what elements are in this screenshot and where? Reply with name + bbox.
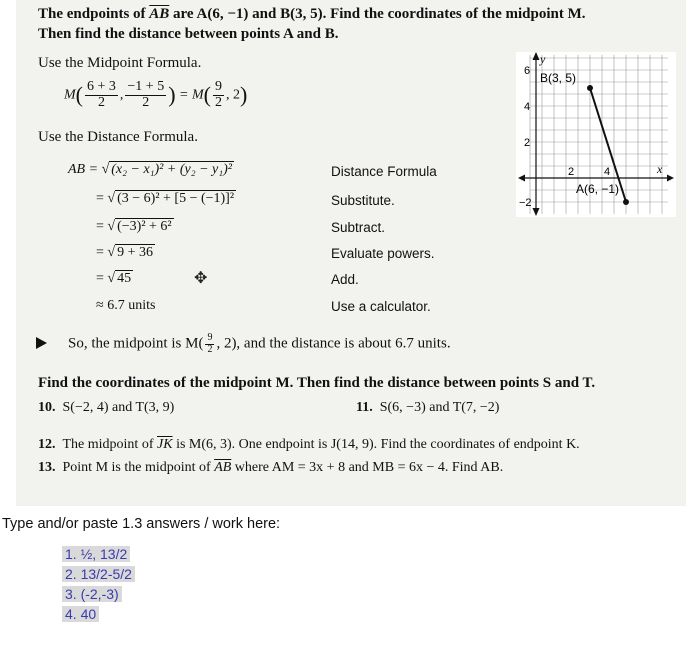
title-text-pre: The endpoints of bbox=[38, 6, 150, 22]
answer-line-1[interactable]: 1. ½, 13/2 bbox=[62, 546, 130, 562]
problem-title-line2: Then find the distance between points A and B. bbox=[38, 26, 339, 42]
exercise-text-pre: Point M is the midpoint of bbox=[62, 460, 215, 475]
res-den: 2 bbox=[214, 94, 222, 110]
x-tick-4: 4 bbox=[604, 166, 611, 178]
exercise-11 bbox=[356, 400, 499, 416]
step-radicand: (x₂ − x₁)² + (y₂ − y₁)² bbox=[111, 162, 232, 177]
exercise-segment: $\overline{JK}$ bbox=[157, 437, 173, 452]
y-tick-6: 6 bbox=[524, 65, 531, 77]
exercise-number: 13. bbox=[38, 460, 56, 475]
step-radicand: (−3)² + 6² bbox=[117, 219, 172, 234]
exercise-number: 10. bbox=[38, 400, 56, 415]
distance-step-4: = √ 9 + 36 bbox=[96, 245, 153, 260]
exercise-10 bbox=[38, 400, 174, 416]
midpoint-formula: M( $\frac{6 + 3}{2}$ , $\frac{-1 + 5}{2}$ ) = M( $\frac{9}{2}$ , 2) bbox=[64, 79, 248, 110]
step-lhs: = bbox=[96, 219, 108, 234]
distance-step-3: = √ (−3)² + 6² bbox=[96, 219, 172, 234]
distance-step-2: = √ (3 − 6)² + [5 − (−1)]² bbox=[96, 191, 235, 206]
exercise-text-post: where AM = 3x + 8 and MB = 6x − 4. Find AB. bbox=[231, 460, 504, 475]
coordinate-graph bbox=[516, 52, 676, 217]
distance-step-5: = √ 45 bbox=[96, 271, 132, 286]
step-lhs: ≈ bbox=[96, 298, 108, 313]
exercise-13 bbox=[38, 460, 503, 476]
explanation-2: Substitute. bbox=[331, 193, 395, 208]
midpoint-m: M bbox=[64, 87, 76, 103]
exercise-text-pre: The midpoint of bbox=[62, 437, 157, 452]
answer-line-2[interactable]: 2. 13/2-5/2 bbox=[62, 566, 135, 582]
conclusion-post: , 2), and the distance is about 6.7 units. bbox=[216, 335, 451, 352]
answer-line-3[interactable]: 3. (-2,-3) bbox=[62, 586, 122, 602]
answer-line-4[interactable]: 4. 40 bbox=[62, 606, 99, 622]
res-y: 2 bbox=[232, 87, 240, 103]
step-lhs: = bbox=[96, 271, 108, 286]
explanation-4: Evaluate powers. bbox=[331, 246, 435, 261]
exercise-text-post: is M(6, 3). One endpoint is J(14, 9). Find the coordinates of endpoint K. bbox=[172, 437, 580, 452]
conclusion-num: 9 bbox=[207, 332, 213, 343]
conclusion: So, the midpoint is M( $\frac{9}{2}$ , 2), and the distance is about 6.7 units. bbox=[68, 332, 451, 355]
step-lhs: = bbox=[96, 245, 108, 260]
frac1-num: 6 + 3 bbox=[87, 79, 116, 94]
explanation-1: Distance Formula bbox=[331, 164, 437, 179]
exercise-number: 11. bbox=[356, 400, 373, 415]
explanation-3: Subtract. bbox=[331, 220, 386, 235]
frac2-den: 2 bbox=[142, 94, 150, 110]
step-result: 6.7 units bbox=[107, 298, 156, 313]
exercise-segment: $\overline{AB}$ bbox=[214, 460, 232, 475]
distance-step-1: AB = √ (x₂ − x₁)² + (y₂ − y₁)² bbox=[68, 162, 232, 177]
title-segment: $\overline{AB}$ bbox=[149, 6, 170, 22]
explanation-6: Use a calculator. bbox=[331, 299, 431, 314]
point-b-marker bbox=[587, 85, 593, 91]
answer-textarea[interactable] bbox=[62, 546, 212, 632]
point-a-label: A(6, −1) bbox=[576, 182, 620, 196]
y-axis-label: y bbox=[540, 52, 546, 66]
y-tick-2: 2 bbox=[524, 137, 531, 149]
move-cursor-icon: ✥ bbox=[194, 270, 208, 287]
distance-intro: Use the Distance Formula. bbox=[38, 129, 198, 145]
x-tick-2: 2 bbox=[568, 166, 575, 178]
explanation-5: Add. bbox=[331, 272, 359, 287]
point-b-label: B(3, 5) bbox=[540, 71, 577, 85]
x-axis-label: x bbox=[657, 162, 663, 176]
point-a-marker bbox=[623, 199, 629, 205]
y-tick-neg2: −2 bbox=[519, 197, 532, 209]
conclusion-pre: So, the midpoint is M bbox=[68, 335, 199, 352]
step-radicand: 9 + 36 bbox=[117, 245, 153, 260]
exercise-12 bbox=[38, 437, 580, 453]
midpoint-equals: = M bbox=[179, 87, 204, 103]
step-radicand: 45 bbox=[117, 271, 132, 286]
problem-title-line1 bbox=[38, 6, 585, 23]
distance-step-6 bbox=[96, 298, 155, 314]
conclusion-arrow-icon bbox=[36, 337, 47, 349]
frac1-den: 2 bbox=[97, 94, 105, 110]
step-lhs: AB = bbox=[68, 162, 102, 177]
exercise-number: 12. bbox=[38, 437, 56, 452]
y-tick-4: 4 bbox=[524, 101, 531, 113]
conclusion-den: 2 bbox=[207, 343, 213, 355]
exercise-text: S(6, −3) and T(7, −2) bbox=[379, 400, 500, 415]
step-lhs: = bbox=[96, 191, 108, 206]
midpoint-intro: Use the Midpoint Formula. bbox=[38, 55, 202, 71]
frac2-num: −1 + 5 bbox=[127, 79, 165, 94]
title-text-post: are A(6, −1) and B(3, 5). Find the coordinates of the midpoint M. bbox=[169, 6, 586, 22]
res-num: 9 bbox=[214, 79, 222, 94]
exercise-text: S(−2, 4) and T(3, 9) bbox=[62, 400, 175, 415]
step-radicand: (3 − 6)² + [5 − (−1)]² bbox=[117, 191, 235, 206]
exercises-heading: Find the coordinates of the midpoint M. Then find the distance between points S and T. bbox=[38, 375, 596, 391]
answer-prompt: Type and/or paste 1.3 answers / work here: bbox=[2, 516, 281, 532]
